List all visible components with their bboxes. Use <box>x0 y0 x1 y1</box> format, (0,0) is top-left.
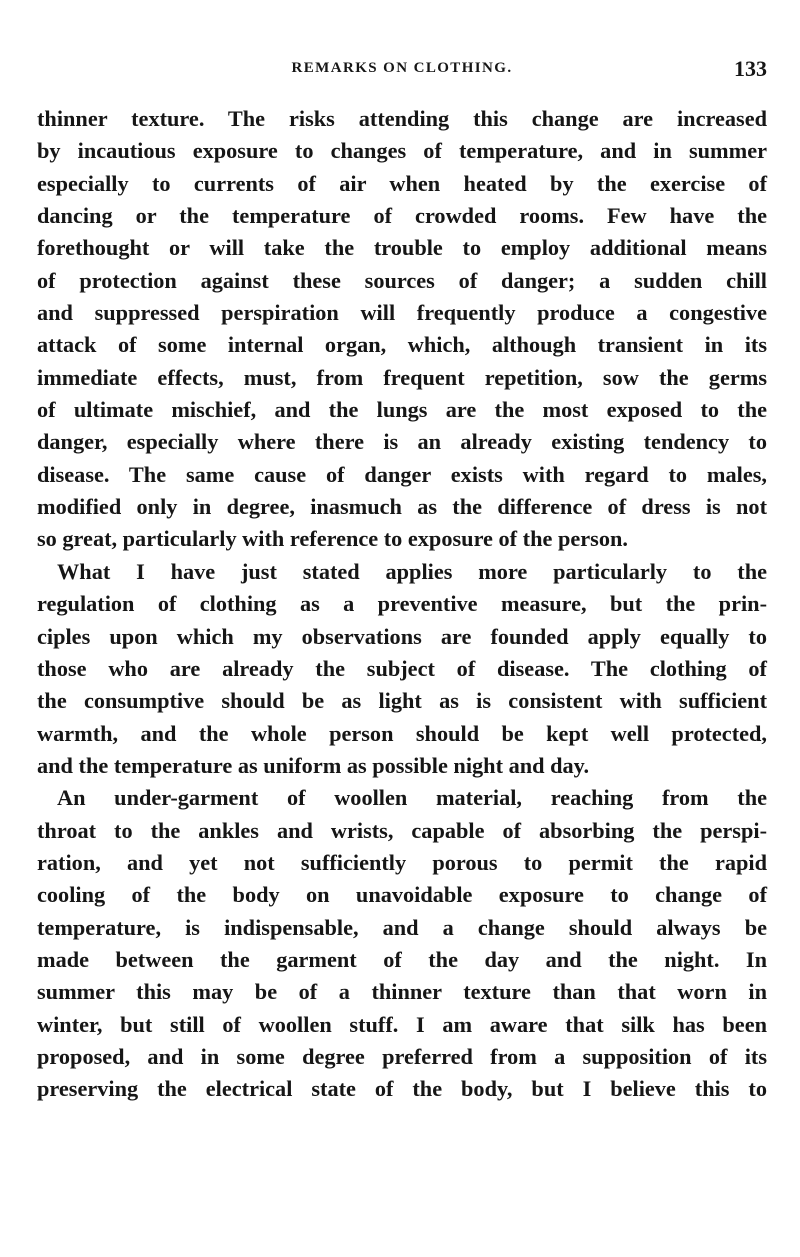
text-line: danger, especially where there is an already existing tendency to <box>37 429 767 455</box>
text-line: What I have just stated applies more particularly to the <box>57 558 767 584</box>
text-line: ration, and yet not sufficiently porous to permit the rapid <box>37 849 767 875</box>
text-line: the consumptive should be as light as is consistent with sufficient <box>37 688 767 714</box>
text-line: modified only in degree, inasmuch as the difference of dress is not <box>37 494 767 520</box>
text-line: immediate effects, must, from frequent repetition, sow the germs <box>37 364 767 390</box>
text-line: by incautious exposure to changes of temperature, and in summer <box>37 138 767 164</box>
text-line: summer this may be of a thinner texture than that worn in <box>37 979 767 1005</box>
text-line: proposed, and in some degree preferred from a supposition of its <box>37 1043 767 1069</box>
text-line: of ultimate mischief, and the lungs are the most exposed to the <box>37 397 767 423</box>
text-line: and the temperature as uniform as possible night and day. <box>37 752 590 778</box>
text-line: winter, but still of woollen stuff. I am aware that silk has been <box>37 1011 767 1037</box>
text-line: temperature, is indispensable, and a change should always be <box>37 914 767 940</box>
text-line: of protection against these sources of danger; a sudden chill <box>37 267 767 293</box>
text-line: cooling of the body on unavoidable exposure to change of <box>37 882 767 908</box>
text-line: especially to currents of air when heated by the exercise of <box>37 170 767 196</box>
text-line: attack of some internal organ, which, although transient in its <box>37 332 767 358</box>
text-line: those who are already the subject of disease. The clothing of <box>37 655 767 681</box>
text-line: disease. The same cause of danger exists with regard to males, <box>37 461 767 487</box>
text-line: ciples upon which my observations are founded apply equally to <box>37 623 767 649</box>
running-head <box>37 58 767 84</box>
text-line: forethought or will take the trouble to employ additional means <box>37 235 767 261</box>
text-line: warmth, and the whole person should be kept well protected, <box>37 720 767 746</box>
text-line: thinner texture. The risks attending this change are increased <box>37 106 767 131</box>
text-line: regulation of clothing as a preventive measure, but the prin- <box>37 591 767 617</box>
text-line: preserving the electrical state of the body, but I believe this to <box>37 1076 767 1102</box>
text-line: and suppressed perspiration will frequently produce a congestive <box>37 300 767 326</box>
page-number: 133 <box>734 56 767 81</box>
text-line: made between the garment of the day and the night. In <box>37 946 767 972</box>
text-line: throat to the ankles and wrists, capable of absorbing the perspi- <box>37 817 767 843</box>
text-line: so great, particularly with reference to exposure of the person. <box>37 526 628 552</box>
text-line: An under-garment of woollen material, reaching from the <box>57 785 767 811</box>
running-title: REMARKS ON CLOTHING. <box>291 60 513 76</box>
body-text <box>37 103 767 1106</box>
text-line: dancing or the temperature of crowded rooms. Few have the <box>37 203 767 229</box>
